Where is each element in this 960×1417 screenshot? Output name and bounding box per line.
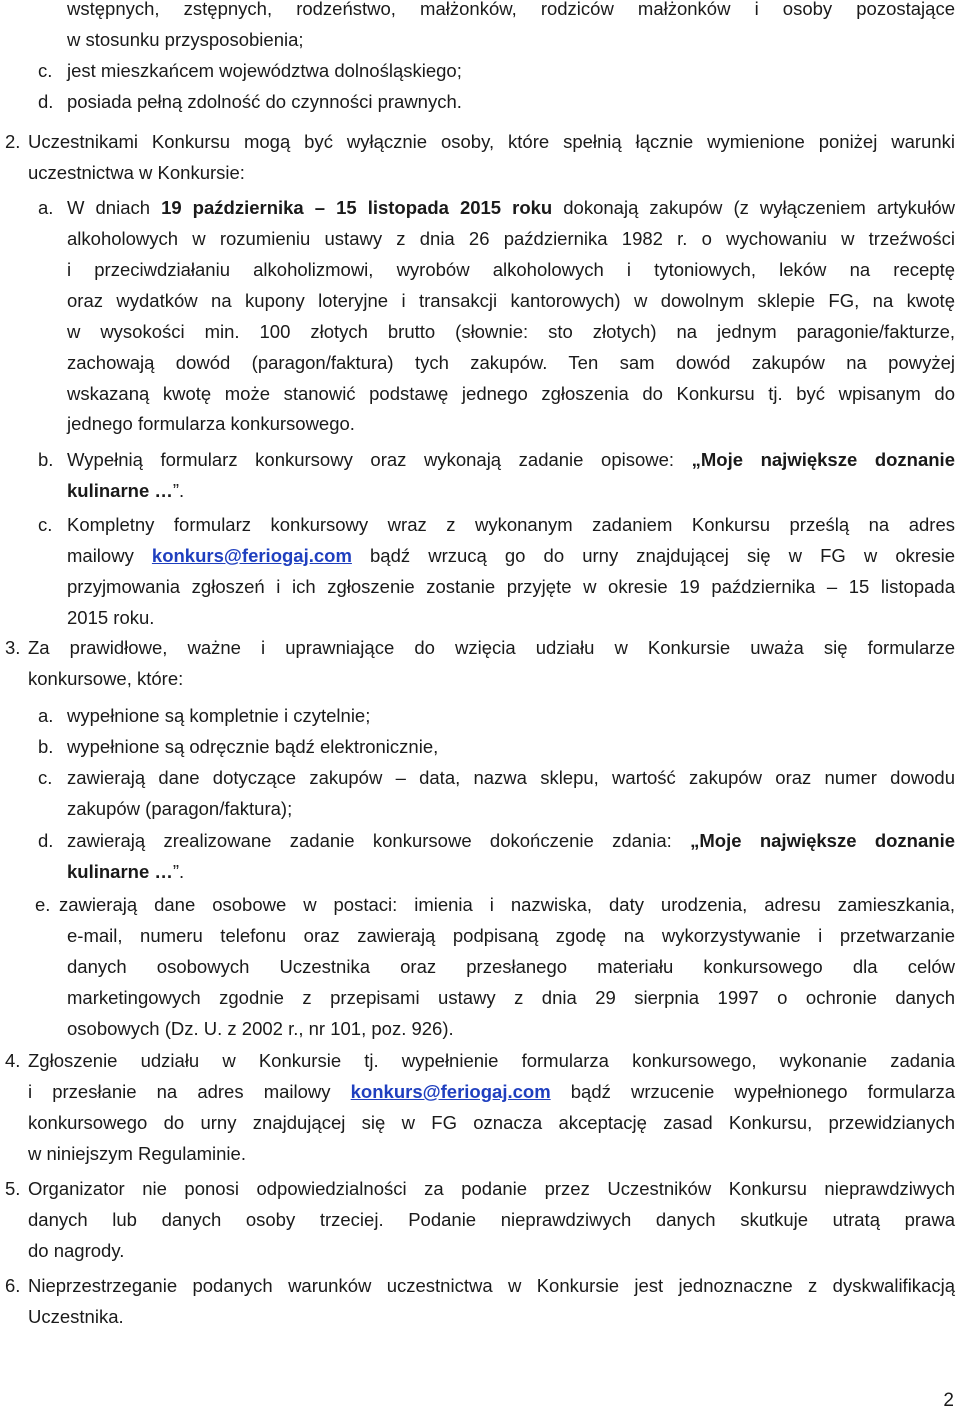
list-item-text: zawierają dane osobowe w postaci: imienia i nazwiska, daty urodzenia, adresu zamieszkania, — [59, 894, 955, 915]
paragraph-text: konkursowego do urny znajdującej się w FG oznacza akceptację zasad Konkursu, przewidzianych — [28, 1112, 955, 1133]
task-phrase-bold: „Moje największe doznanie — [690, 830, 955, 851]
list-item-text: Uczestnikami Konkursu mogą być wyłącznie osoby, które spełnią łącznie wymienione poniżej warunki — [28, 131, 955, 152]
list-marker: 3. — [5, 637, 21, 658]
list-marker: b. — [38, 449, 54, 470]
list-item-text: Za prawidłowe, ważne i uprawniające do wzięcia udziału w Konkursie uważa się formularze — [28, 637, 955, 658]
paragraph-text: uczestnictwa w Konkursie: — [28, 162, 245, 183]
list-item — [0, 86, 960, 117]
text-line — [0, 982, 960, 1013]
list-item-text — [67, 825, 955, 856]
text-line — [0, 408, 960, 439]
task-phrase-bold: kulinarne … — [67, 861, 173, 882]
list-item — [0, 762, 960, 793]
list-marker: d. — [38, 830, 54, 851]
paragraph-text: przyjmowania zgłoszeń i ich zgłoszenie zostanie przyjęte w okresie 19 października – 15 listopada — [67, 576, 955, 597]
list-item-text: Nieprzestrzeganie podanych warunków uczestnictwa w Konkursie jest jednoznaczne z dyskwalifikacją — [28, 1275, 955, 1296]
text-run: i przesłanie na adres mailowy — [28, 1081, 351, 1102]
text-run: ”. — [172, 861, 185, 882]
text-run: bądź wrzucą go do urny znajdującej się w FG w okresie — [351, 545, 955, 566]
list-marker: c. — [38, 60, 53, 81]
list-item — [0, 731, 960, 762]
list-marker: a. — [38, 705, 54, 726]
paragraph-text: jednego formularza konkursowego. — [67, 413, 355, 434]
list-item-text: wypełnione są odręcznie bądź elektronicznie, — [67, 736, 439, 757]
text-line — [0, 1107, 960, 1138]
list-item — [0, 632, 960, 663]
text-line — [0, 1301, 960, 1332]
list-item-text: jest mieszkańcem województwa dolnośląskiego; — [67, 60, 462, 81]
list-marker: c. — [38, 514, 53, 535]
list-item — [0, 700, 960, 731]
text-line — [0, 254, 960, 285]
text-run: zawierają zrealizowane zadanie konkursowe dokończenie zdania: — [67, 830, 691, 851]
paragraph-text: w wysokości min. 100 złotych brutto (słownie: sto złotych) na jednym paragonie/fakturze, — [67, 321, 955, 342]
paragraph-text: 2015 roku. — [67, 607, 155, 628]
date-range-bold: 19 października – 15 listopada 2015 roku — [161, 197, 553, 218]
list-item — [0, 192, 960, 223]
list-item — [0, 444, 960, 475]
paragraph-text: wskazaną kwotę może stanowić podstawę jednego zgłoszenia do Konkursu tj. być wpisanym do — [67, 383, 955, 404]
text-line — [0, 1235, 960, 1266]
list-item-text: posiada pełną zdolność do czynności prawnych. — [67, 91, 462, 112]
list-marker: 6. — [5, 1275, 21, 1296]
list-item-text: Zgłoszenie udziału w Konkursie tj. wypełnienie formularza konkursowego, wykonanie zadania — [28, 1050, 955, 1071]
text-line — [0, 347, 960, 378]
paragraph-text: oraz wydatków na kupony loteryjne i transakcji kantorowych) w dowolnym sklepie FG, na kwotę — [67, 290, 955, 311]
paragraph-text: osobowych (Dz. U. z 2002 r., nr 101, poz. 926). — [67, 1018, 454, 1039]
text-line — [0, 602, 960, 633]
text-line — [0, 920, 960, 951]
paragraph-text: marketingowych zgodnie z przepisami ustawy z dnia 29 sierpnia 1997 o ochronie danych — [67, 987, 955, 1008]
paragraph-text: zachowają dowód (paragon/faktura) tych zakupów. Ten sam dowód zakupów na powyżej — [67, 352, 955, 373]
list-item-text — [67, 192, 955, 223]
list-item — [0, 825, 960, 856]
list-item-text: Kompletny formularz konkursowy wraz z wykonanym zadaniem Konkursu prześlą na adres — [67, 514, 955, 535]
task-phrase-bold: „Moje największe doznanie — [691, 449, 955, 470]
text-run: mailowy — [67, 545, 152, 566]
paragraph-text — [67, 475, 184, 506]
text-line — [0, 157, 960, 188]
paragraph-text — [67, 856, 184, 887]
task-phrase-bold: kulinarne … — [67, 480, 173, 501]
paragraph-text: Uczestnika. — [28, 1306, 124, 1327]
paragraph-text: konkursowe, które: — [28, 668, 184, 689]
list-marker: e. — [35, 894, 51, 915]
list-marker: d. — [38, 91, 54, 112]
text-line — [0, 856, 960, 887]
list-item — [0, 1045, 960, 1076]
text-line — [0, 540, 960, 571]
text-line — [0, 24, 960, 55]
list-item — [0, 1270, 960, 1301]
list-item — [0, 126, 960, 157]
list-marker: 5. — [5, 1178, 21, 1199]
text-line — [0, 378, 960, 409]
list-marker: a. — [38, 197, 54, 218]
paragraph-text: do nagrody. — [28, 1240, 125, 1261]
text-run: bądź wrzucenie wypełnionego formularza — [550, 1081, 956, 1102]
paragraph-text: w stosunku przysposobienia; — [67, 29, 304, 50]
text-run: W dniach — [67, 197, 162, 218]
list-marker: 4. — [5, 1050, 21, 1071]
paragraph-text — [28, 1076, 955, 1107]
text-line — [0, 951, 960, 982]
text-run: ”. — [172, 480, 185, 501]
list-marker: b. — [38, 736, 54, 757]
text-line — [0, 475, 960, 506]
text-line — [0, 571, 960, 602]
paragraph-text: danych osobowych Uczestnika oraz przesłanego materiału konkursowego dla celów — [67, 956, 955, 977]
list-marker: 2. — [5, 131, 21, 152]
text-line — [0, 0, 960, 24]
email-link[interactable]: konkurs@feriogaj.com — [350, 1081, 551, 1102]
paragraph-text — [67, 540, 955, 571]
list-item-text — [67, 444, 955, 475]
email-link[interactable]: konkurs@feriogaj.com — [151, 545, 352, 566]
list-marker: c. — [38, 767, 53, 788]
list-item — [0, 1173, 960, 1204]
text-line — [0, 663, 960, 694]
page-number: 2 — [943, 1390, 954, 1411]
paragraph-text: danych lub danych osoby trzeciej. Podanie nieprawdziwych danych skutkuje utratą prawa — [28, 1209, 955, 1230]
paragraph-text: wstępnych, zstępnych, rodzeństwo, małżonków, rodziców małżonków i osoby pozostające — [67, 0, 955, 19]
list-item-text: wypełnione są kompletnie i czytelnie; — [67, 705, 371, 726]
paragraph-text: w niniejszym Regulaminie. — [28, 1143, 246, 1164]
paragraph-text: e-mail, numeru telefonu oraz zawierają podpisaną zgodę na wykorzystywanie i przetwarzanie — [67, 925, 955, 946]
list-item-text: zawierają dane dotyczące zakupów – data, nazwa sklepu, wartość zakupów oraz numer dowodu — [67, 767, 955, 788]
text-line — [0, 316, 960, 347]
list-item — [0, 55, 960, 86]
text-line — [0, 1138, 960, 1169]
list-item — [0, 509, 960, 540]
paragraph-text: i przeciwdziałaniu alkoholizmowi, wyrobów alkoholowych i tytoniowych, leków na receptę — [67, 259, 955, 280]
text-line — [0, 1204, 960, 1235]
text-line — [0, 1076, 960, 1107]
text-line — [0, 285, 960, 316]
text-line — [0, 793, 960, 824]
text-line — [0, 1013, 960, 1044]
text-run: dokonają zakupów (z wyłączeniem artykułów — [552, 197, 955, 218]
list-item — [0, 889, 960, 920]
paragraph-text: zakupów (paragon/faktura); — [67, 798, 293, 819]
text-line — [0, 223, 960, 254]
list-item-text: Organizator nie ponosi odpowiedzialności za podanie przez Uczestników Konkursu nieprawdziwych — [28, 1178, 955, 1199]
text-run: Wypełnią formularz konkursowy oraz wykonają zadanie opisowe: — [67, 449, 692, 470]
paragraph-text: alkoholowych w rozumieniu ustawy z dnia 26 października 1982 r. o wychowaniu w trzeźwości — [67, 228, 955, 249]
